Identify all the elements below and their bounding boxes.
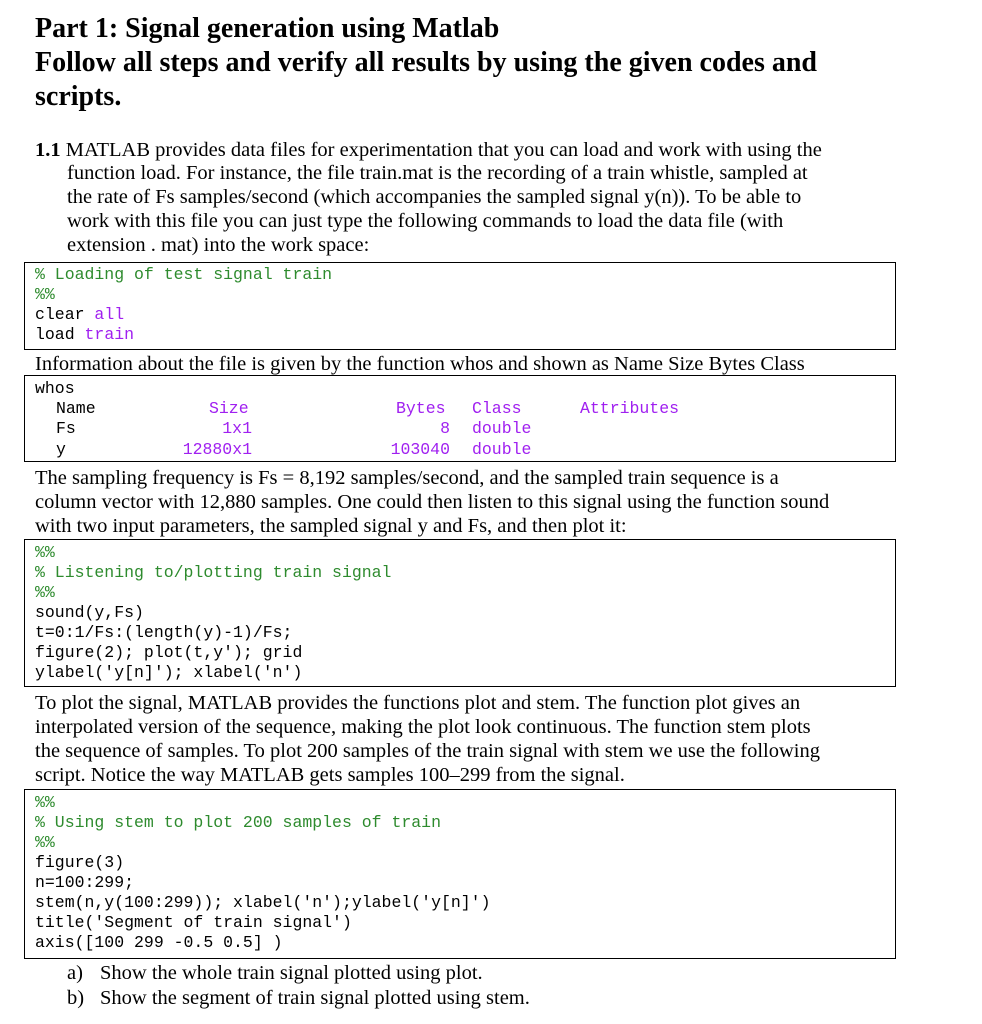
code-comment: %% xyxy=(35,583,55,602)
code-line: sound(y,Fs) xyxy=(35,603,144,622)
code-line: figure(2); plot(t,y'); grid xyxy=(35,643,303,662)
code-comment: %% xyxy=(35,543,55,562)
section-number: 1.1 xyxy=(35,139,61,161)
code-line: axis([100 299 -0.5 0.5] ) xyxy=(35,933,283,952)
whos-header-class: Class xyxy=(472,399,522,418)
task-a-text: Show the whole train signal plotted using plot. xyxy=(100,962,483,984)
task-b-text: Show the segment of train signal plotted using stem. xyxy=(100,987,530,1009)
title-line-2: Follow all steps and verify all results by using the given codes and xyxy=(35,47,818,78)
para2-line-2: column vector with 12,880 samples. One could then listen to this signal using the function sound xyxy=(35,491,830,513)
code-block-listen-plot-text xyxy=(35,543,391,683)
code-comment: % Using stem to plot 200 samples of train xyxy=(35,813,441,832)
code-comment: % Listening to/plotting train signal xyxy=(35,563,392,582)
section-1-1-line-4: work with this file you can just type the following commands to load the data file (with xyxy=(67,210,784,232)
section-1-1-line-3: the rate of Fs samples/second (which accompanies the sampled signal y(n)). To be able to xyxy=(67,186,802,208)
info-text: Information about the file is given by the function whos and shown as Name Size Bytes Class xyxy=(35,353,805,375)
whos-row-y-bytes: 103040 xyxy=(390,440,450,459)
code-line: ylabel('y[n]'); xlabel('n') xyxy=(35,663,303,682)
title-line-1: Part 1: Signal generation using Matlab xyxy=(35,13,500,44)
code-line: title('Segment of train signal') xyxy=(35,913,352,932)
whos-row-fs-size: 1x1 xyxy=(222,419,252,438)
whos-header-bytes: Bytes xyxy=(396,399,446,418)
para3-line-3: the sequence of samples. To plot 200 samples of the train signal with stem we use the following xyxy=(35,740,821,762)
whos-header-name: Name xyxy=(56,399,96,418)
code-line: stem(n,y(100:299)); xlabel('n');ylabel('y[n]') xyxy=(35,893,491,912)
code-argument: all xyxy=(94,305,125,324)
code-comment: %% xyxy=(35,285,55,304)
para3-line-1: To plot the signal, MATLAB provides the functions plot and stem. The function plot gives an xyxy=(35,692,801,714)
code-block-stem-text xyxy=(35,793,490,953)
code-block-whos xyxy=(24,375,896,462)
code-argument: train xyxy=(84,325,135,344)
code-line: t=0:1/Fs:(length(y)-1)/Fs; xyxy=(35,623,293,642)
whos-row-y-class: double xyxy=(472,440,532,459)
whos-row-fs-bytes: 8 xyxy=(440,419,450,438)
para3-line-2: interpolated version of the sequence, making the plot look continuous. The function stem plots xyxy=(35,716,811,738)
whos-header-attributes: Attributes xyxy=(580,399,680,418)
section-1-1-line-2: function load. For instance, the file train.mat is the recording of a train whistle, sampled at xyxy=(67,162,808,184)
section-1-1-line-1: 1.1 MATLAB provides data files for experimentation that you can load and work with using the xyxy=(35,139,822,161)
code-keyword: clear xyxy=(35,305,95,324)
code-comment: %% xyxy=(35,793,55,812)
para3-line-4: script. Notice the way MATLAB gets samples 100–299 from the signal. xyxy=(35,764,625,786)
whos-row-fs-class: double xyxy=(472,419,532,438)
whos-command: whos xyxy=(35,379,75,398)
code-comment: %% xyxy=(35,833,55,852)
whos-header-size: Size xyxy=(209,399,249,418)
para2-line-3: with two input parameters, the sampled signal y and Fs, and then plot it: xyxy=(35,515,627,537)
task-b-label: b) xyxy=(67,987,85,1009)
whos-row-y-size: 12880x1 xyxy=(182,440,252,459)
whos-row-fs-name: Fs xyxy=(56,419,76,438)
section-1-1-line-5: extension . mat) into the work space: xyxy=(67,234,370,256)
code-comment: % Loading of test signal train xyxy=(35,265,333,284)
code-keyword: load xyxy=(35,325,85,344)
title-line-3: scripts. xyxy=(35,81,122,112)
task-a-label: a) xyxy=(67,962,83,984)
code-line: figure(3) xyxy=(35,853,125,872)
whos-row-y-name: y xyxy=(56,440,66,459)
code-block-load-text xyxy=(35,265,332,345)
code-line: n=100:299; xyxy=(35,873,135,892)
para2-line-1: The sampling frequency is Fs = 8,192 samples/second, and the sampled train sequence is a xyxy=(35,467,779,489)
